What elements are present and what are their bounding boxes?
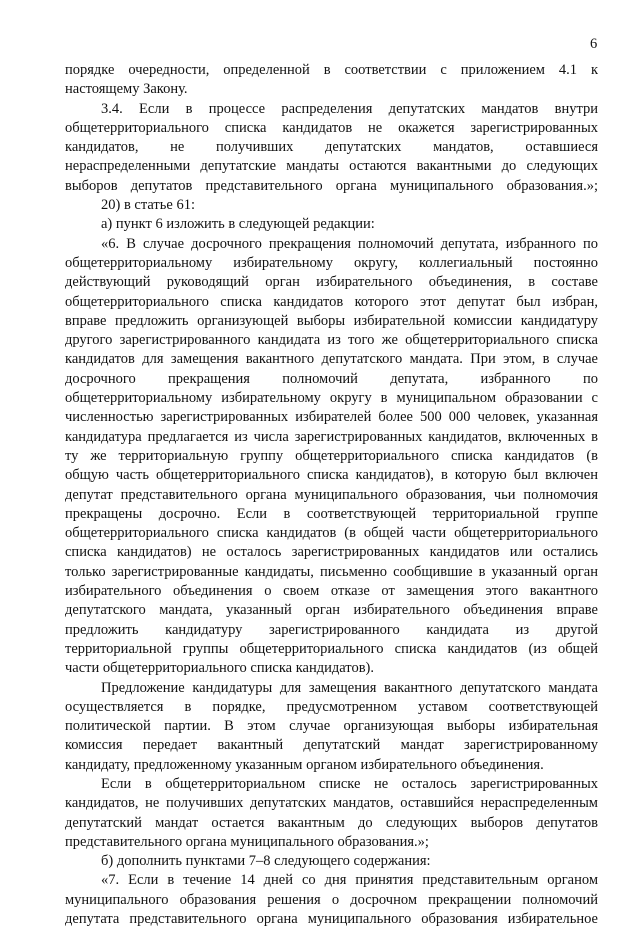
text-line: депутата представительного органа муниципального образования избирательное <box>65 911 598 928</box>
text-line: только зарегистрированные кандидаты, письменно сообщившие в указанный орган <box>65 563 598 580</box>
text-line: политической партии. В этом случае организующая выборы избирательная <box>65 718 598 735</box>
text-line: комиссия передает вакантный депутатский мандат зарегистрированному <box>65 737 598 754</box>
text-line: кандидатов для замещения вакантного депутатского мандата. При этом, в случае <box>65 351 598 368</box>
document-body <box>65 61 598 929</box>
text-line: а) пункт 6 изложить в следующей редакции: <box>101 216 375 233</box>
text-line: депутатский мандат остается вакантным до следующих выборов депутатов <box>65 814 598 831</box>
text-line: Если в общетерриториальном списке не осталось зарегистрированных <box>101 775 598 792</box>
text-line: «6. В случае досрочного прекращения полномочий депутата, избранного по <box>101 235 598 252</box>
text-line: настоящему Закону. <box>65 81 188 98</box>
text-line: кандидатов, не получивших депутатских мандатов, оставшийся нераспределенным <box>65 795 598 812</box>
text-line: общетерриториального списка кандидатов не окажется зарегистрированных <box>65 119 598 136</box>
text-line: общую часть общетерриториального списка кандидатов), в которую был включен <box>65 467 598 484</box>
text-line: порядке очередности, определенной в соответствии с приложением 4.1 к <box>65 62 598 78</box>
text-line: предложить кандидатуру зарегистрированного кандидата из другой <box>65 621 598 638</box>
text-line: досрочного прекращения полномочий депутата, избранного по <box>65 370 598 387</box>
text-line: нераспределенными депутатские мандаты остаются вакантными до следующих <box>65 158 598 175</box>
text-line: кандидатов, не получивших депутатских мандатов, оставшиеся <box>65 139 598 156</box>
text-line: другого зарегистрированного кандидата из того же общетерриториального списка <box>65 332 598 349</box>
text-line: кандидатура предлагается из числа зарегистрированных кандидатов, включенных в <box>65 428 598 445</box>
text-line: численностью зарегистрированных избирателей более 500 000 человек, указанная <box>65 409 598 426</box>
text-line: вправе предложить организующей выборы избирательной комиссии кандидатуру <box>65 312 598 329</box>
text-line: б) дополнить пунктами 7–8 следующего содержания: <box>101 853 431 870</box>
text-line: общетерриториального списка кандидатов (в общей части общетерриториального <box>65 525 598 542</box>
text-line: депутатского мандата, указанный орган избирательного объединения вправе <box>65 602 598 619</box>
text-line: осуществляется в порядке, предусмотренном уставом соответствующей <box>65 698 598 715</box>
text-line: общетерриториального списка кандидатов которого этот депутат был избран, <box>65 293 598 310</box>
text-line: выборов депутатов представительного органа муниципального образования.»; <box>65 177 598 194</box>
text-line: кандидату, предложенному указанным органом избирательного объединения. <box>65 756 544 773</box>
text-line: избирательного объединения о своем отказе от замещения этого вакантного <box>65 583 598 600</box>
text-line: 20) в статье 61: <box>101 197 195 214</box>
text-line: 3.4. Если в процессе распределения депутатских мандатов внутри <box>101 100 598 117</box>
text-line: списка кандидатов) не осталось зарегистрированных кандидатов или остались <box>65 544 598 561</box>
text-line: общетерриториальному избирательному округу в муниципальном образовании с <box>65 390 598 407</box>
text-line: муниципального образования решения о досрочном прекращении полномочий <box>65 891 598 908</box>
text-line: общетерриториальному избирательному округу, коллегиальный постоянно <box>65 254 598 271</box>
text-line: части общетерриториального списка кандидатов). <box>65 660 375 677</box>
text-line: территориальной группы общетерриториального списка кандидатов (из общей <box>65 640 598 657</box>
text-line: Предложение кандидатуры для замещения вакантного депутатского мандата <box>101 679 598 696</box>
text-line: действующий руководящий орган избирательного объединения, в составе <box>65 274 598 291</box>
text-line: депутат представительного органа муниципального образования, чьи полномочия <box>65 486 598 503</box>
text-line: представительного органа муниципального образования.»; <box>65 833 429 850</box>
text-line: «7. Если в течение 14 дней со дня принятия представительным органом <box>101 872 598 889</box>
text-line: прекращены досрочно. Если в соответствующей территориальной группе <box>65 505 598 522</box>
page-number: 6 <box>590 36 598 52</box>
text-line: ту же территориальную группу общетерриториального списка кандидатов (в <box>65 447 598 464</box>
